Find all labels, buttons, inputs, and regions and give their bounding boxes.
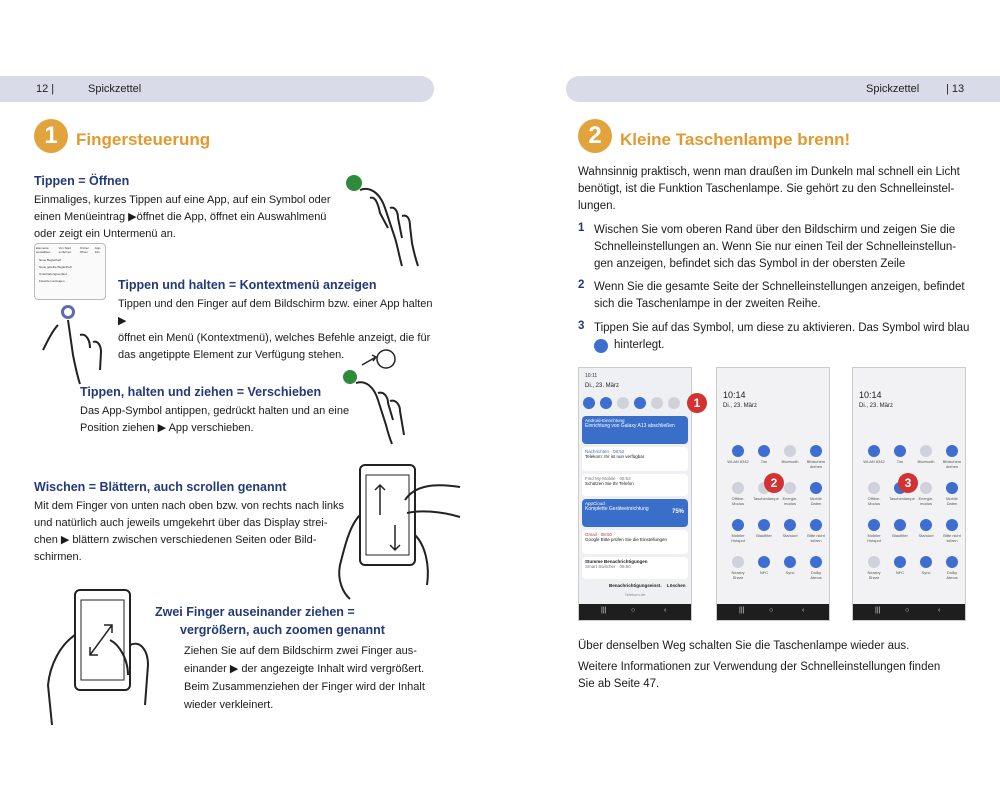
- qs-tile-icon[interactable]: [920, 482, 932, 494]
- step-1-text: [594, 222, 974, 273]
- tap-hold-hand-illustration: [38, 300, 108, 385]
- notif-body: Komplette Geräteeinrichtung: [585, 506, 649, 512]
- qs-tile-label: Nearby Share: [867, 570, 881, 580]
- qs-tile-icon[interactable]: [868, 556, 880, 568]
- qs-tile-label: Bluetooth: [917, 459, 935, 464]
- drag-heading: Tippen, halten und ziehen = Verschieben: [80, 385, 322, 399]
- intro-line: benötigt, ist die Funktion Taschenlampe. Sie gehört zu den Schnelleinstel-: [578, 183, 955, 195]
- step-line: [594, 337, 974, 354]
- qs-tile-label: NFC: [759, 570, 769, 575]
- right-page-header: [566, 76, 1000, 102]
- drag-hand-illustration: [338, 345, 428, 445]
- drag-line: Das App-Symbol antippen, gedrückt halten und an eine: [80, 405, 350, 417]
- qs-tile-label: Standort: [918, 533, 934, 538]
- recent-apps-icon[interactable]: |||: [601, 607, 607, 614]
- notif-body: Smart Switcher · 08:50: [585, 564, 631, 569]
- qs-tile-icon[interactable]: [894, 556, 906, 568]
- phone1-navbar: [579, 604, 691, 620]
- step-line: Schnelleinstellungen an. Wenn Sie nur einen Teil der Schnelleinstellun-: [594, 241, 957, 253]
- qs-tile-icon[interactable]: [868, 519, 880, 531]
- qs-tile-icon[interactable]: [732, 445, 744, 457]
- phone1-notif-1[interactable]: [582, 447, 688, 471]
- qs-tile-label: Blaufilter: [756, 533, 772, 538]
- qs-tile-label: Bildschirm drehen: [806, 459, 826, 469]
- qs-tile-label: Mobiler Hotspot: [731, 533, 745, 543]
- marker-2: 2: [764, 473, 784, 493]
- outro-line-3: Sie ab Seite 47.: [578, 678, 660, 690]
- phone1-settings-link[interactable]: Benachrichtigungseinst.: [609, 583, 662, 588]
- zoom-heading-line2: vergrößern, auch zoomen genannt: [180, 623, 385, 637]
- qs-tile-label: Energie-modus: [782, 496, 798, 506]
- qs-tile-icon[interactable]: [810, 482, 822, 494]
- qs-tile-icon[interactable]: [732, 519, 744, 531]
- swipe-line: Mit dem Finger von unten nach oben bzw. von rechts nach links: [34, 500, 345, 512]
- tap-line: Einmaliges, kurzes Tippen auf eine App, auf ein Symbol oder: [34, 194, 331, 206]
- context-action: Elemente auswählen: [36, 246, 51, 254]
- left-page-header: [0, 76, 434, 102]
- qs-tile-label: Offline-Modus: [731, 496, 745, 506]
- qs-tile-icon[interactable]: [946, 519, 958, 531]
- swipe-line: und natürlich auch jeweils umgekehrt über das Display strei-: [34, 517, 328, 529]
- phone-screenshot-1: [578, 367, 692, 621]
- notif-title: Android-Einrichtung: [585, 418, 625, 423]
- context-item: Neue geteilte Begleitheft: [39, 265, 72, 269]
- qs-tile-icon[interactable]: [920, 445, 932, 457]
- back-icon[interactable]: ‹: [664, 607, 667, 614]
- step-2-text: [594, 279, 974, 313]
- qs-tile-label: Dolby Atmos: [946, 570, 958, 580]
- qs-tile-icon[interactable]: [868, 445, 880, 457]
- qs-tile-icon[interactable]: [784, 482, 796, 494]
- context-item: Neue Begleitheft: [39, 258, 62, 262]
- phone3-navbar: [853, 604, 965, 620]
- qs-tile-label: Ton: [760, 459, 768, 464]
- home-icon[interactable]: ○: [769, 607, 774, 614]
- notif-body: Schützen Sie Ihr Telefon: [585, 481, 634, 486]
- notif-title: AppCloud: [585, 501, 605, 506]
- intro-line: lungen.: [578, 200, 616, 212]
- notif-body: Einrichtung von Galaxy A13 abschließen: [585, 423, 675, 429]
- qs-tile-icon[interactable]: [810, 445, 822, 457]
- tap-line: oder zeigt ein Untermenü an.: [34, 228, 176, 240]
- phone1-notif-4[interactable]: [582, 530, 688, 554]
- qs-tile-label: Standort: [782, 533, 798, 538]
- context-menu-thumbnail: [34, 243, 106, 300]
- phone2-navbar: [717, 604, 829, 620]
- tap-text: [34, 192, 344, 243]
- step-1-number: 1: [578, 222, 585, 234]
- tap-hand-illustration: [340, 168, 430, 268]
- qs-wifi-icon[interactable]: [583, 397, 595, 409]
- qs-tile-label: Mobiler Hotspot: [867, 533, 881, 543]
- qs-tile-icon[interactable]: [946, 482, 958, 494]
- qs-tile-icon[interactable]: [732, 482, 744, 494]
- phone2-date: Di., 23. März: [723, 403, 758, 409]
- home-icon[interactable]: ○: [905, 607, 910, 614]
- phone1-notif-3[interactable]: [582, 499, 688, 527]
- qs-tile-icon[interactable]: [758, 445, 770, 457]
- qs-tile-label: NFC: [895, 570, 905, 575]
- back-icon[interactable]: ‹: [802, 607, 805, 614]
- swipe-line: schirmen.: [34, 551, 82, 563]
- qs-tile-label: Offline-Modus: [867, 496, 881, 506]
- qs-tile-label: Sync: [785, 570, 795, 575]
- qs-tile-icon[interactable]: [946, 556, 958, 568]
- qs-tile-label: Bluetooth: [781, 459, 799, 464]
- qs-tile-label: Bitte nicht stören: [943, 533, 961, 543]
- context-item: Favoriten anzeigen: [39, 279, 65, 283]
- qs-sound-icon[interactable]: [600, 397, 612, 409]
- zoom-line: Beim Zusammenziehen der Finger wird der Inhalt: [184, 681, 425, 693]
- qs-tile-label: Bitte nicht stören: [807, 533, 825, 543]
- step-line: Wischen Sie vom oberen Rand über den Bildschirm und zeigen Sie die: [594, 224, 956, 236]
- phone1-notif-5[interactable]: [582, 557, 688, 579]
- qs-tile-icon[interactable]: [894, 445, 906, 457]
- outro-line-1: Über denselben Weg schalten Sie die Taschenlampe wieder aus.: [578, 640, 910, 652]
- right-running-title: Spickzettel: [866, 83, 920, 95]
- progress-percent: 75%: [671, 509, 684, 515]
- context-menu-actions: [35, 244, 105, 256]
- swipe-text: [34, 498, 344, 566]
- swipe-hands-illustration: [335, 455, 465, 600]
- phone1-notif-0[interactable]: [582, 416, 688, 444]
- notif-body: Telekom: Ihr ist nun verfügbar: [585, 454, 645, 459]
- qs-bluetooth-icon[interactable]: [617, 397, 629, 409]
- phone-screenshot-2: [716, 367, 830, 621]
- qs-tile-icon[interactable]: [784, 556, 796, 568]
- phone-screenshot-3: [852, 367, 966, 621]
- qs-tile-icon[interactable]: [784, 445, 796, 457]
- qs-tile-icon[interactable]: [810, 556, 822, 568]
- qs-tile-icon[interactable]: [868, 482, 880, 494]
- notif-title: Stumme Benachrichtigungen: [585, 559, 648, 564]
- qs-tile-label: Nearby Share: [731, 570, 745, 580]
- qs-tile-icon[interactable]: [946, 445, 958, 457]
- step-line: sich die Taschenlampe in der zweiten Reihe.: [594, 298, 821, 310]
- phone1-notif-2[interactable]: [582, 474, 688, 496]
- zoom-heading-line1: Zwei Finger auseinander ziehen =: [155, 605, 355, 619]
- flashlight-icon: [594, 339, 608, 353]
- step-2-number: 2: [578, 279, 585, 291]
- phone3-time: 10:14: [859, 390, 882, 400]
- notif-title: Nachrichten · 08:52: [585, 449, 625, 454]
- qs-tile-label: WLAN 8342: [727, 459, 749, 464]
- step-3-number: 3: [578, 320, 585, 332]
- qs-tile-icon[interactable]: [920, 519, 932, 531]
- qs-tile-label: WLAN 8342: [863, 459, 885, 464]
- left-running-title: Spickzettel: [88, 83, 142, 95]
- left-page-number: 12 |: [36, 83, 55, 95]
- qs-tile-label: Taschenlampe: [753, 496, 779, 501]
- step-line: Wenn Sie die gesamte Seite der Schnelleinstellungen anzeigen, befindet: [594, 281, 965, 293]
- swipe-line: chen ▶ blättern zwischen verschiedenen Seiten oder Bild-: [34, 534, 317, 546]
- back-icon[interactable]: ‹: [938, 607, 941, 614]
- notif-title: Find My Mobile · 08:52: [585, 476, 631, 481]
- outro-line-2: Weitere Informationen zur Verwendung der Schnelleinstellungen finden: [578, 661, 941, 673]
- context-item: Unterhaltungsverlauf: [39, 272, 67, 276]
- drag-text: [80, 403, 350, 437]
- qs-tile-label: Mobile Daten: [810, 496, 822, 506]
- qs-rotate-icon[interactable]: [634, 397, 646, 409]
- qs-tile-label: Taschenlampe: [889, 496, 915, 501]
- notif-title: Gmail · 08:50: [585, 532, 613, 537]
- qs-tile-icon[interactable]: [810, 519, 822, 531]
- context-menu-items: [35, 256, 105, 286]
- step-line: Tippen Sie auf das Symbol, um diese zu aktivieren. Das Symbol wird blau: [594, 322, 970, 334]
- qs-tile-label: Ton: [896, 459, 904, 464]
- tap-hold-line: öffnet ein Menü (Kontextmenü), welches Befehle anzeigt, die für: [118, 332, 431, 344]
- qs-tile-icon[interactable]: [920, 556, 932, 568]
- phone1-time: 10:11: [585, 373, 598, 379]
- section-2-title: Kleine Taschenlampe brenn!: [620, 130, 851, 149]
- qs-tile-label: Blaufilter: [892, 533, 908, 538]
- recent-apps-icon[interactable]: |||: [875, 607, 881, 614]
- zoom-line: Ziehen Sie auf dem Bildschirm zwei Finger aus-: [184, 645, 417, 657]
- qs-flashlight-icon[interactable]: [668, 397, 680, 409]
- step-3-text: [594, 320, 974, 354]
- zoom-text: [184, 642, 434, 714]
- tap-hold-line: Tippen und den Finger auf dem Bildschirm bzw. einer App halten ▶: [118, 298, 433, 327]
- marker-3: 3: [898, 473, 918, 493]
- qs-tile-label: Dolby Atmos: [810, 570, 822, 580]
- home-icon[interactable]: ○: [631, 607, 636, 614]
- phone3-date: Di., 23. März: [859, 403, 894, 409]
- section-1-number: 1: [34, 119, 68, 153]
- marker-1: 1: [687, 393, 707, 413]
- tap-heading: Tippen = Öffnen: [34, 174, 130, 188]
- context-action: Ordner öffnen: [79, 246, 90, 254]
- step-line-text: hinterlegt.: [614, 339, 665, 351]
- phone2-time: 10:14: [723, 390, 746, 400]
- qs-tile-icon[interactable]: [758, 556, 770, 568]
- drag-line: Position ziehen ▶ App verschieben.: [80, 422, 254, 434]
- context-action: App-Info: [94, 246, 102, 254]
- intro-text: [578, 164, 978, 215]
- zoom-hand-illustration: [40, 585, 170, 725]
- qs-tile-label: Sync: [921, 570, 931, 575]
- qs-tile-label: Energie-modus: [918, 496, 934, 506]
- right-page-number: | 13: [946, 83, 965, 95]
- qs-tile-label: Bildschirm drehen: [942, 459, 962, 469]
- recent-apps-icon[interactable]: |||: [739, 607, 745, 614]
- step-line: gen anzeigen, befindet sich das Symbol in der obersten Zeile: [594, 258, 906, 270]
- notif-body: Google Bitte prüfen Sie die Einstellungen: [585, 537, 668, 542]
- tap-hold-heading: Tippen und halten = Kontextmenü anzeigen: [118, 278, 377, 292]
- qs-tile-icon[interactable]: [894, 519, 906, 531]
- phone1-date: Di., 23. März: [585, 383, 620, 389]
- qs-tile-icon[interactable]: [732, 556, 744, 568]
- phone1-carrier: Telekom.de: [624, 592, 646, 597]
- phone1-clear-link[interactable]: Löschen: [667, 583, 686, 588]
- qs-airplane-icon[interactable]: [651, 397, 663, 409]
- tap-hold-line: das angetippte Element zur Verfügung stehen.: [118, 349, 345, 361]
- section-1-title: Fingersteuerung: [76, 130, 211, 149]
- qs-tile-label: Mobile Daten: [946, 496, 958, 506]
- intro-line: Wahnsinnig praktisch, wenn man draußen im Dunkeln mal schnell ein Licht: [578, 166, 960, 178]
- swipe-heading: Wischen = Blättern, auch scrollen genannt: [34, 480, 287, 494]
- context-action: Von Start entfernen: [58, 246, 72, 254]
- qs-tile-icon[interactable]: [784, 519, 796, 531]
- qs-tile-icon[interactable]: [758, 519, 770, 531]
- zoom-line: wieder verkleinert.: [184, 699, 274, 711]
- section-2-number: 2: [578, 119, 612, 153]
- tap-line: einen Menüeintrag ▶öffnet die App, öffnet ein Auswahlmenü: [34, 211, 327, 223]
- zoom-line: einander ▶ der angezeigte Inhalt wird vergrößert.: [184, 663, 425, 675]
